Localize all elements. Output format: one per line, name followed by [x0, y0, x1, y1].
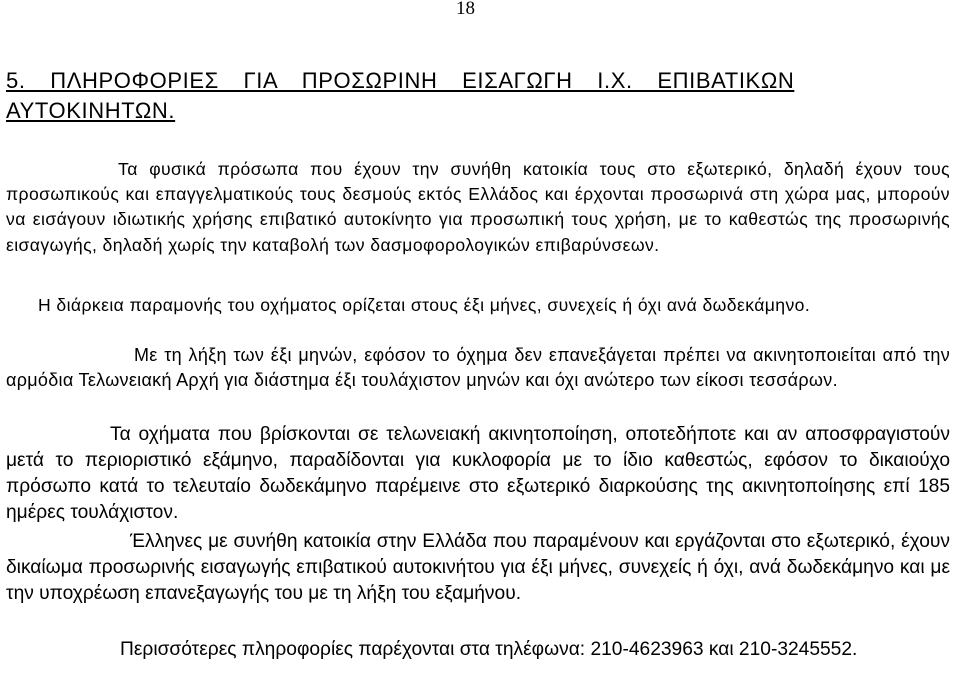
paragraph-stay-duration: Η διάρκεια παραμονής του οχήματος ορίζεται στους έξι μήνες, συνεχείς ή όχι ανά δωδεκάμηνο. — [38, 295, 811, 315]
paragraph-contact-phones: Περισσότερες πληροφορίες παρέχονται στα τηλέφωνα: 210-4623963 και 210-3245552. — [120, 639, 858, 660]
paragraph-residents-abroad: Τα φυσικά πρόσωπα που έχουν την συνήθη κατοικία τους στο εξωτερικό, δηλαδή έχουν τους προσωπικούς και επαγγελματικούς τους δεσμούς εκτός Ελλάδος και έρχονται προσωρινά στη χώρα μας, μπορούν να εισάγουν ιδιωτικής χρήσης επιβατικό αυτοκίνητο για προσωπική τους χρήση, με το καθεστώς της προσωρινής εισαγωγής, δηλαδή χωρίς την καταβολή των δασμοφορολογικών επιβαρύνσεων. — [6, 159, 950, 255]
page-number: 18 — [456, 0, 475, 19]
paragraph-immobilization: Με τη λήξη των έξι μηνών, εφόσον το όχημα δεν επανεξάγεται πρέπει να ακινητοποιείται από την αρμόδια Τελωνειακή Αρχή για διάστημα έξι τουλάχιστον μηνών και όχι ανώτερο των είκοσι τεσσάρων. — [6, 345, 950, 391]
paragraph-unsealing: Τα οχήματα που βρίσκονται σε τελωνειακή ακινητοποίηση, οποτεδήποτε και αν αποσφραγιστούν μετά το περιοριστικό εξάμηνο, παραδίδονται για κυκλοφορία με το ίδιο καθεστώς, εφόσον το δικαιούχο πρόσωπο κατά το τελευταίο δωδεκάμηνο παρέμεινε στο εξωτερικό διαρκούσης της ακινητοποίησης επί 185 ημέρες τουλάχιστον. — [6, 424, 950, 523]
paragraph-greeks-abroad: Έλληνες με συνήθη κατοικία στην Ελλάδα που παραμένουν και εργάζονται στο εξωτερικό, έχουν δικαίωμα προσωρινής εισαγωγής επιβατικού αυτοκινήτου για έξι μήνες, συνεχείς ή όχι, ανά δωδεκάμηνο και με την υποχρέωση επανεξαγωγής του με τη λήξη του εξαμήνου. — [6, 531, 950, 604]
section-heading: 5. ΠΛΗΡΟΦΟΡΙΕΣ ΓΙΑ ΠΡΟΣΩΡΙΝΗ ΕΙΣΑΓΩΓΗ Ι.Χ. ΕΠΙΒΑΤΙΚΩΝ ΑΥΤΟΚΙΝΗΤΩΝ. — [6, 68, 795, 123]
